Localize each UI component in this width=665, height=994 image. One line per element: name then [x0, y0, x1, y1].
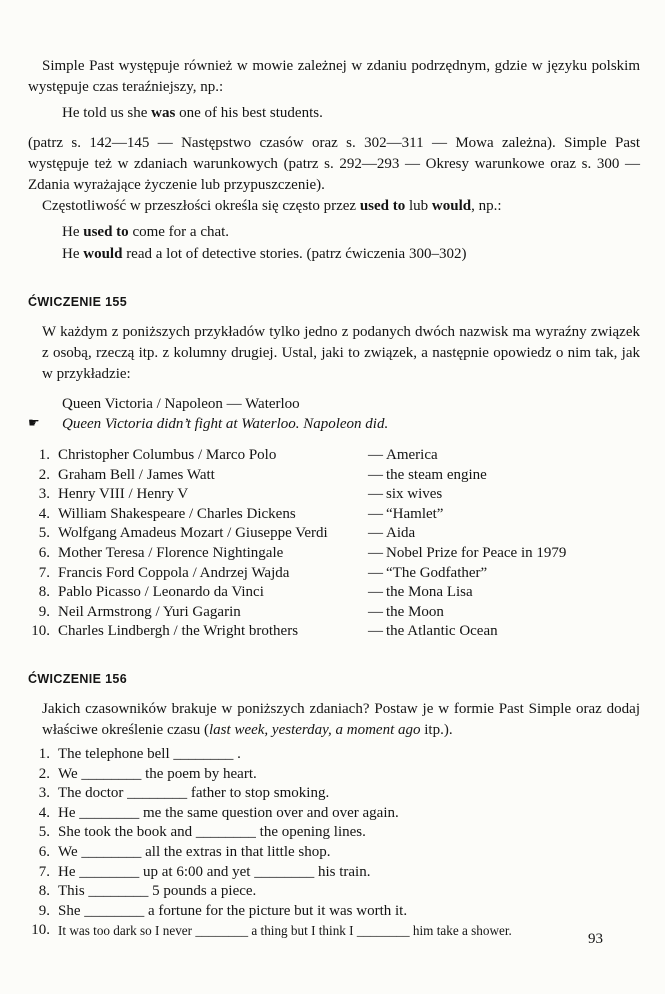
item-answer: Aida: [386, 525, 416, 542]
item-dash: —: [368, 544, 383, 561]
text-run: He told us she: [62, 105, 152, 121]
fill-in-sentence: He ________ me the same question over and over again.: [58, 804, 399, 821]
item-dash: —: [368, 603, 383, 620]
text-run: come for a chat.: [128, 224, 230, 240]
item-number: 8.: [38, 584, 50, 601]
example-sentence-would: [62, 244, 640, 266]
bold-run: used to: [359, 198, 406, 214]
item-dash: —: [368, 623, 383, 640]
model-answer-line: [28, 414, 640, 434]
bold-run: would: [431, 198, 472, 214]
item-number: 1.: [38, 745, 50, 762]
text-run: read a lot of detective stories. (patrz ćwiczenia 300–302): [122, 245, 467, 262]
item-dash: —: [368, 584, 383, 601]
text-run: one of his best students.: [175, 105, 323, 121]
item-answer: the Moon: [386, 603, 444, 620]
text-run: W każdym z poniższych przykładów tylko jedno z podanych dwóch nazwisk ma wyraźny związek z osobą, rzeczą itp. z kolumny drugiej. Ustal, jaki to związek, a następnie opowiedz o nim tak, jak w przykładzie:: [42, 324, 640, 382]
item-number: 2.: [38, 466, 50, 483]
model-prompt-line: Queen Victoria / Napoleon — Waterloo: [62, 396, 300, 412]
item-answer: the Mona Lisa: [386, 584, 473, 601]
item-names: William Shakespeare / Charles Dickens: [58, 505, 296, 522]
list-item: [28, 583, 640, 603]
fill-in-sentence: This ________ 5 pounds a piece.: [58, 883, 257, 900]
fill-in-sentence: He ________ up at 6:00 and yet ________ his train.: [58, 863, 371, 880]
item-number: 9.: [38, 902, 50, 919]
list-item: [28, 622, 640, 642]
item-dash: —: [368, 486, 383, 503]
exercise-155-heading: ĆWICZENIE 155: [28, 295, 128, 309]
item-names: Christopher Columbus / Marco Polo: [58, 447, 277, 463]
exercise-156-instruction: [42, 699, 640, 741]
text-run: He: [62, 224, 84, 240]
fill-in-sentence: She took the book and ________ the opening lines.: [58, 824, 366, 841]
text-run: itp.).: [420, 721, 453, 738]
example-sentences-frequency: [62, 222, 640, 265]
list-item: [28, 921, 640, 941]
list-item: [28, 863, 640, 883]
list-item: [28, 564, 640, 584]
text-run: lub: [405, 198, 432, 214]
bold-run: was: [151, 105, 176, 121]
item-dash: —: [368, 525, 383, 542]
italic-run: last week, yesterday, a moment ago: [209, 721, 421, 738]
list-item: [28, 466, 640, 486]
item-number: 8.: [38, 883, 50, 900]
item-number: 1.: [38, 447, 50, 463]
item-names: Neil Armstrong / Yuri Gagarin: [58, 603, 241, 620]
text-run: Częstotliwość w przeszłości określa się często przez: [42, 198, 360, 214]
intro-paragraph-3: [28, 196, 640, 217]
item-answer: the Atlantic Ocean: [386, 623, 498, 640]
list-item: [28, 485, 640, 505]
item-answer: the steam engine: [386, 466, 487, 483]
list-item: [28, 784, 640, 804]
item-number: 5.: [38, 824, 50, 841]
bold-run: used to: [83, 224, 129, 240]
item-names: Charles Lindbergh / the Wright brothers: [58, 623, 299, 640]
item-answer: America: [386, 447, 438, 463]
item-number: 7.: [38, 564, 50, 581]
item-number: 10.: [31, 623, 50, 640]
item-dash: —: [368, 505, 383, 522]
list-item: [28, 524, 640, 544]
item-number: 2.: [38, 765, 50, 782]
fill-in-sentence: She ________ a fortune for the picture but it was worth it.: [58, 902, 408, 919]
item-number: 10.: [31, 922, 50, 939]
page-number: 93: [588, 931, 603, 947]
text-run: (patrz s. 142—145 — Następstwo czasów oraz s. 302—311 — Mowa zależna). Simple Past występuje też w zdaniach warunkowych (patrz s. 292—293 — Okresy warunkowe oraz s. 300 — Zdania wyrażające życzenie lub przypuszczenie).: [28, 135, 640, 193]
fill-in-sentence: We ________ the poem by heart.: [58, 765, 257, 782]
item-answer: six wives: [386, 486, 443, 503]
text-run: Simple Past występuje również w mowie zależnej w zdaniu podrzędnym, gdzie w języku polskim występuje czas teraźniejszy, np.:: [28, 58, 640, 95]
bold-run: would: [83, 245, 123, 262]
example-sentence-used-to: [62, 222, 640, 244]
item-number: 4.: [38, 804, 50, 821]
example-sentence-reported-speech: [62, 103, 640, 124]
item-names: Wolfgang Amadeus Mozart / Giuseppe Verdi: [58, 525, 328, 542]
item-names: Henry VIII / Henry V: [58, 486, 189, 503]
list-item: [28, 765, 640, 785]
list-item: [28, 505, 640, 525]
item-names: Francis Ford Coppola / Andrzej Wajda: [58, 564, 290, 581]
exercise-156-heading: ĆWICZENIE 156: [28, 671, 128, 686]
exercise-155-model-example: [28, 394, 640, 434]
item-number: 9.: [38, 603, 50, 620]
list-item: [28, 882, 640, 902]
list-item: [28, 902, 640, 922]
exercise-155-list: [28, 446, 640, 642]
item-answer: Nobel Prize for Peace in 1979: [386, 544, 567, 561]
text-run: He: [62, 245, 84, 262]
text-run: , np.:: [471, 198, 502, 214]
item-number: 7.: [38, 863, 50, 880]
list-item: [28, 843, 640, 863]
text-run: Jakich czasowników brakuje w poniższych zdaniach? Postaw je w formie Past Simple oraz dodaj właściwe określenie czasu (: [42, 700, 640, 738]
fill-in-sentence: It was too dark so I never ________ a thing but I think I ________ him take a shower.: [58, 923, 512, 939]
fill-in-sentence: We ________ all the extras in that little shop.: [58, 843, 331, 860]
item-names: Pablo Picasso / Leonardo da Vinci: [58, 584, 264, 601]
item-number: 3.: [38, 785, 50, 802]
list-item: [28, 603, 640, 623]
item-number: 6.: [38, 544, 50, 561]
intro-paragraph-2: [28, 133, 640, 196]
item-number: 4.: [38, 505, 50, 522]
item-names: Mother Teresa / Florence Nightingale: [58, 544, 284, 561]
list-item: [28, 823, 640, 843]
exercise-156-list: [28, 745, 640, 941]
list-item: [28, 446, 640, 466]
intro-paragraph-1: [28, 56, 640, 98]
item-dash: —: [368, 466, 383, 483]
exercise-155-instruction: [42, 322, 640, 385]
model-answer-text: Queen Victoria didn’t fight at Waterloo. Napoleon did.: [62, 416, 389, 432]
list-item: [28, 804, 640, 824]
list-item: [28, 544, 640, 564]
item-names: Graham Bell / James Watt: [58, 466, 215, 483]
list-item: [28, 745, 640, 765]
item-number: 5.: [38, 525, 50, 542]
pointing-hand-icon: ☛: [28, 416, 40, 431]
item-number: 6.: [38, 843, 50, 860]
item-dash: —: [368, 564, 383, 581]
item-answer: “Hamlet”: [386, 505, 444, 522]
fill-in-sentence: The telephone bell ________ .: [58, 745, 241, 762]
fill-in-sentence: The doctor ________ father to stop smoking.: [58, 785, 330, 802]
item-number: 3.: [38, 486, 50, 503]
item-answer: “The Godfather”: [386, 564, 488, 581]
item-dash: —: [368, 447, 383, 463]
